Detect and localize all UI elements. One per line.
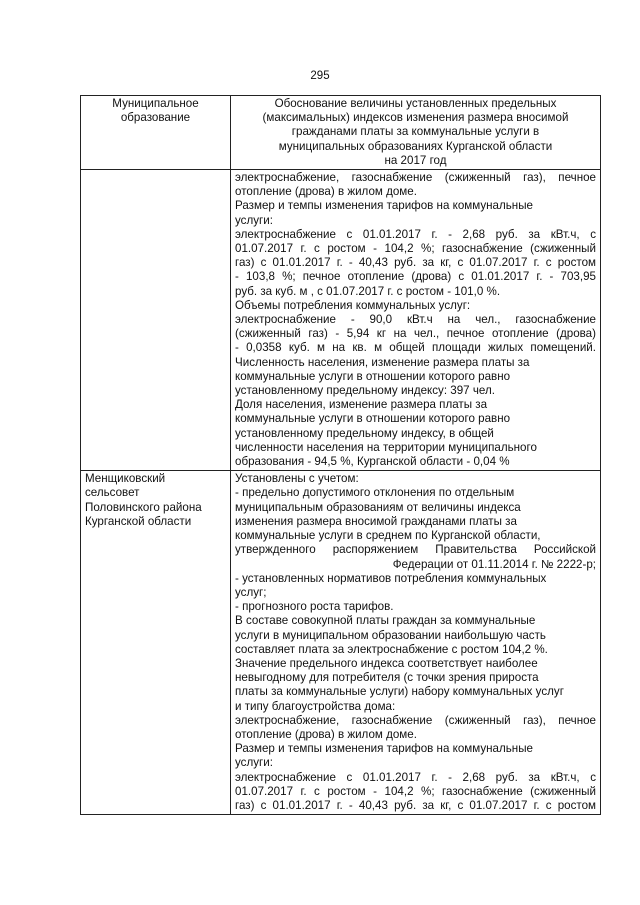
text-line: электроснабжение - 90,0 кВт.ч на чел., газоснабжение [235,313,596,327]
text-line: и типу благоустройства дома: [235,699,396,713]
text-line: - прогнозного роста тарифов. [235,600,394,614]
justification-cell [231,170,601,471]
header-justification-line: гражданами платы за коммунальные услуги в [291,125,540,139]
text-line: услуг; [235,585,267,599]
municipality-line: сельсовет [85,486,140,500]
text-line: невыгодному для потребителя (с точки зрения прироста [235,671,539,685]
text-line: отопление (дрова) в жилом доме. [235,185,417,199]
header-justification-line: (максимальных) индексов изменения размера вносимой [262,111,569,125]
table-row [81,471,601,815]
table-row [81,170,601,471]
text-line: Размер и темпы изменения тарифов на коммунальные [235,742,533,756]
text-line: руб. за куб. м , с 01.07.2017 г. с ростом - 101,0 %. [235,284,501,298]
text-line: - предельно допустимого отклонения по отдельным [235,486,515,500]
text-line: электроснабжение, газоснабжение (сжиженный газ), печное [235,713,596,727]
header-municipality-line: Муниципальное [112,97,199,110]
text-line: электроснабжение с 01.01.2017 г. - 2,68 руб. за кВт.ч, с [235,770,596,784]
municipality-line: Курганской области [85,514,192,528]
text-line: Численность населения, изменение размера платы за [235,355,530,369]
text-line: установленному предельному индексу: 397 чел. [235,384,495,398]
text-line: услуги: [235,756,273,770]
text-line: коммунальные услуги в отношении которого равно [235,369,511,383]
text-line: численности населения на территории муниципального [235,440,537,454]
text-line: составляет плата за электроснабжение с ростом 104,2 %. [235,642,548,656]
text-line: (сжиженный газ) - 5,94 кг на чел., печное отопление (дрова) [235,327,596,341]
text-line: Значение предельного индекса соответствует наиболее [235,656,538,670]
header-justification [231,96,601,170]
text-line: 01.07.2017 г. с ростом - 104,2 %; газоснабжение (сжиженный [235,242,596,256]
justification-cell [231,471,601,815]
text-line: изменения размера вносимой гражданами платы за [235,514,517,528]
text-line: установленному предельному индексу, в общей [235,426,494,440]
page-number: 295 [310,70,330,82]
header-justification-line: Обоснование величины установленных предельных [274,97,557,110]
municipality-cell [81,471,231,815]
text-line: газ) с 01.01.2017 г. - 40,43 руб. за кг, с 01.07.2017 г. с ростом [235,798,596,812]
text-line: Федерации от 01.11.2014 г. № 2222-р; [392,557,596,571]
text-line: услуги в муниципальном образовании наибольшую часть [235,628,546,642]
text-line: электроснабжение, газоснабжение (сжиженный газ), печное [235,171,596,185]
municipality-line: Половинского района [85,500,202,514]
text-line: Доля населения, изменение размера платы за [235,398,488,412]
text-line: услуги: [235,213,273,227]
text-line: коммунальные услуги в отношении которого равно [235,412,511,426]
text-line: - 0,0358 куб. м на кв. м общей площади жилых помещений. [235,341,596,355]
text-line: образования - 94,5 %, Курганской области - 0,04 % [235,455,510,469]
text-line: муниципальным образованиям от величины индекса [235,500,521,514]
municipality-cell [81,170,231,471]
text-line: В составе совокупной платы граждан за коммунальные [235,614,536,628]
header-municipality-line: образование [120,111,191,125]
table-header-row [81,96,601,170]
text-line: коммунальные услуги в среднем по Курганской области, [235,529,541,543]
text-line: газ) с 01.01.2017 г. - 40,43 руб. за кг, с 01.07.2017 г. с ростом [235,256,596,270]
text-line: Размер и темпы изменения тарифов на коммунальные [235,199,533,213]
text-line: Объемы потребления коммунальных услуг: [235,298,471,312]
header-justification-line: на 2017 год [384,153,447,167]
header-justification-line: муниципальных образованиях Курганской области [278,139,553,153]
text-line: 01.07.2017 г. с ростом - 104,2 %; газоснабжение (сжиженный [235,784,596,798]
text-line: - установленных нормативов потребления коммунальных [235,571,547,585]
text-line: отопление (дрова) в жилом доме. [235,727,417,741]
municipality-line: Менщиковский [85,472,166,486]
header-municipality [81,96,231,170]
text-line: электроснабжение с 01.01.2017 г. - 2,68 руб. за кВт.ч, с [235,227,596,241]
text-line: утвержденного распоряжением Правительства Российской [235,543,596,557]
text-line: - 103,8 %; печное отопление (дрова) с 01.01.2017 г. - 703,95 [235,270,596,284]
text-line: платы за коммунальные услуги) набору коммунальных услуг [235,685,564,699]
text-line: Установлены с учетом: [235,472,359,486]
justification-table [80,95,601,815]
